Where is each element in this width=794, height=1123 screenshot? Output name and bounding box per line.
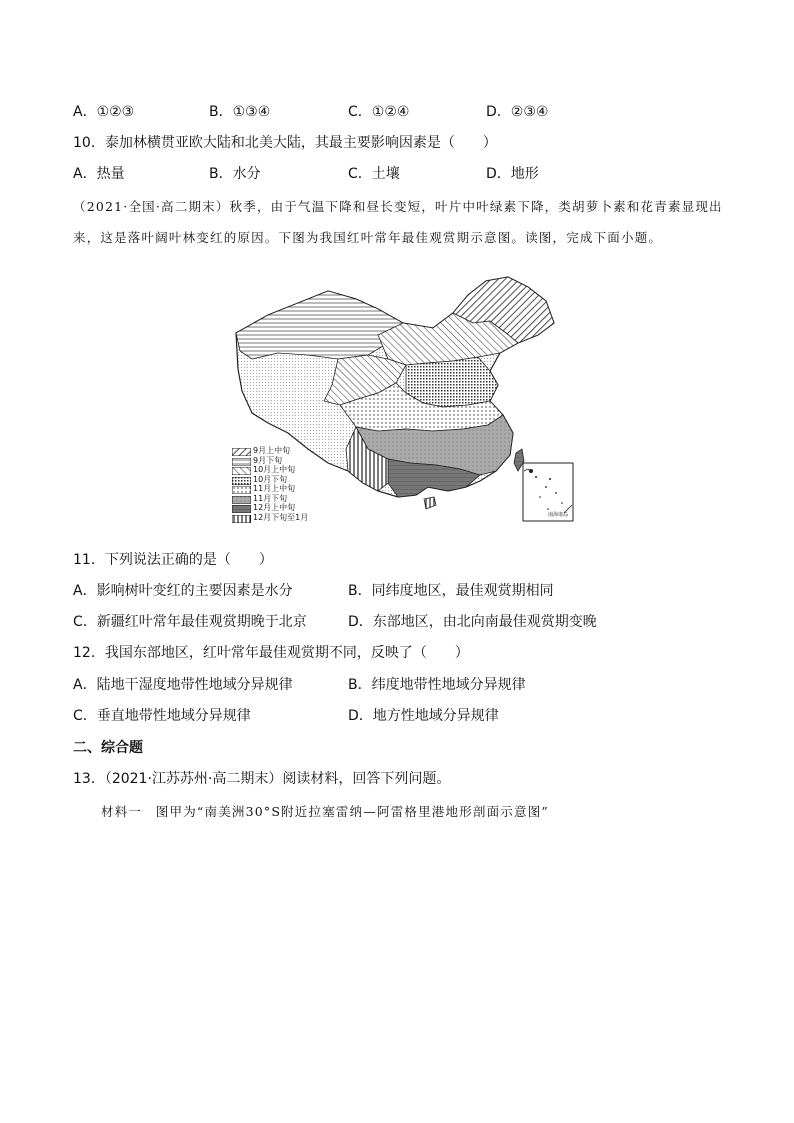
legend-swatch-5 <box>232 486 251 494</box>
q12-option-d: D．地方性地域分异规律 <box>348 708 499 724</box>
q13-stem: 13．（2021·江苏苏州·高二期末）阅读材料，回答下列问题。 <box>73 771 451 787</box>
legend-label: 12月下旬至1月 <box>253 512 309 522</box>
q11-option-c: C．新疆红叶常年最佳观赏期晚于北京 <box>73 614 307 630</box>
legend-item <box>232 514 352 524</box>
q11-option-a: A．影响树叶变红的主要因素是水分 <box>73 583 293 599</box>
q12-option-a: A．陆地干湿度地带性地域分异规律 <box>73 677 293 693</box>
legend-item <box>232 485 352 495</box>
q11-option-d: D．东部地区，由北向南最佳观赏期变晚 <box>348 614 597 630</box>
legend-label: 11月上中旬 <box>253 484 296 493</box>
q12-stem: 12．我国东部地区，红叶常年最佳观赏期不同，反映了（ ） <box>73 645 469 661</box>
legend-label: 9月下旬 <box>253 455 283 465</box>
q10-option-a: A．热量 <box>73 166 125 182</box>
section-heading: 二、综合题 <box>73 740 143 756</box>
material-intro-line-1: （2021·全国·高二期末）秋季，由于气温下降和昼长变短，叶片中叶绿素下降，类胡萝卜素和花青素显现出 <box>73 199 723 214</box>
legend-label: 10月下旬 <box>253 474 288 484</box>
legend-swatch-6 <box>232 496 251 504</box>
q10-option-c: C．土壤 <box>348 166 400 182</box>
legend-swatch-4 <box>232 477 251 485</box>
legend-swatch-3 <box>232 467 251 475</box>
q11-stem: 11．下列说法正确的是（ ） <box>73 552 273 568</box>
legend-swatch-7 <box>232 505 251 513</box>
region-north-china <box>406 357 498 407</box>
legend-label: 12月上中旬 <box>253 503 296 512</box>
q12-option-b: B．纬度地带性地域分异规律 <box>348 677 526 693</box>
legend-swatch-8 <box>232 515 251 523</box>
q10-stem: 10．泰加林横贯亚欧大陆和北美大陆，其最主要影响因素是（ ） <box>73 135 497 151</box>
q11-option-b: B．同纬度地区，最佳观赏期相同 <box>348 583 554 599</box>
q13-material-1: 材料一 图甲为“南美洲30°S附近拉塞雷纳—阿雷格里港地形剖面示意图” <box>101 804 550 819</box>
legend-item <box>232 447 352 457</box>
legend-label: 10月上中旬 <box>253 465 296 474</box>
q9-option-a: A．①②③ <box>73 104 135 120</box>
material-intro-line-2: 来，这是落叶阔叶林变红的原因。下图为我国红叶常年最佳观赏期示意图。读图，完成下面小题。 <box>73 230 663 245</box>
q10-option-d: D．地形 <box>486 166 539 182</box>
q9-option-b: B．①③④ <box>209 104 271 120</box>
map-legend <box>232 447 352 523</box>
legend-swatch-1 <box>232 448 251 456</box>
region-west <box>236 291 403 359</box>
legend-item <box>232 466 352 476</box>
legend-swatch-2 <box>232 458 251 466</box>
legend-label: 9月上中旬 <box>253 446 291 455</box>
q10-option-b: B．水分 <box>209 166 261 182</box>
island-hainan <box>424 497 436 509</box>
q9-option-c: C．①②④ <box>348 104 410 120</box>
inset-label: 南海诸岛 <box>548 512 569 518</box>
q9-option-d: D．②③④ <box>486 104 549 120</box>
q12-option-c: C．垂直地带性地域分异规律 <box>73 708 251 724</box>
legend-label: 11月下旬 <box>253 493 288 503</box>
